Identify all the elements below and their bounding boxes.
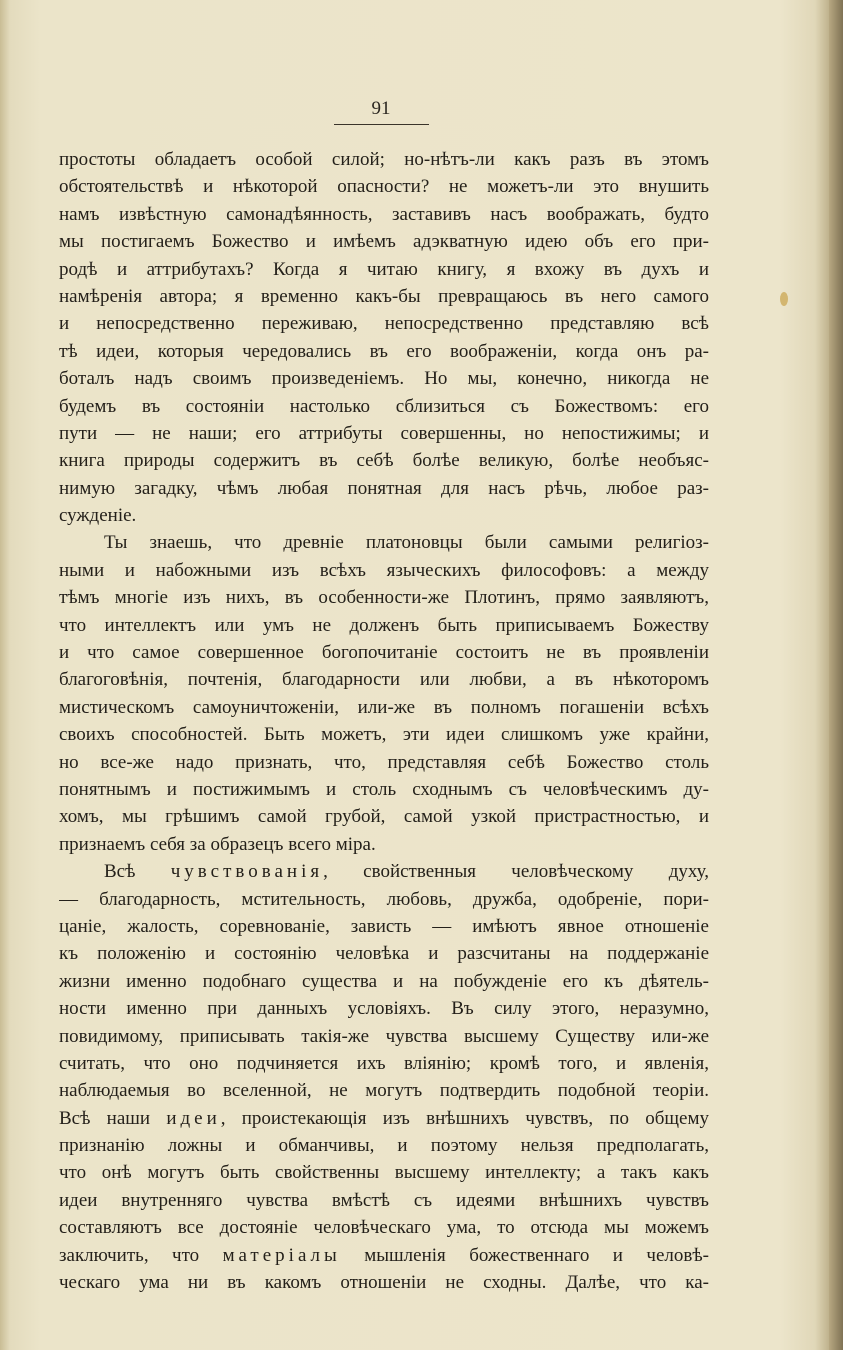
paragraph-end-line: сужденіе. xyxy=(59,505,137,527)
text-run: заключить, что xyxy=(59,1244,223,1266)
text-line xyxy=(59,1105,709,1132)
text-line: признанію ложны и обманчивы, и поэтому нельзя предполагать, xyxy=(59,1135,709,1157)
text-line: мы постигаемъ Божество и имѣемъ адэкватную идею объ его при- xyxy=(59,231,709,253)
paragraph-end-line: признаемъ себя за образецъ всего міра. xyxy=(59,833,376,855)
ink-smudge xyxy=(780,292,788,306)
text-line: что интеллектъ или умъ не долженъ быть приписываемъ Божеству xyxy=(59,614,709,636)
text-line: что онѣ могутъ быть свойственны высшему интеллекту; а такъ какъ xyxy=(59,1162,709,1184)
text-line: считать, что оно подчиняется ихъ вліянію; кромѣ того, и явленія, xyxy=(59,1052,709,1074)
text-line: нимую загадку, чѣмъ любая понятная для насъ рѣчь, любое раз- xyxy=(59,477,709,499)
text-line: книга природы содержитъ въ себѣ болѣе великую, болѣе необъяс- xyxy=(59,450,709,472)
text-line: хомъ, мы грѣшимъ самой грубой, самой узкой пристрастностью, и xyxy=(59,806,709,828)
body-text xyxy=(59,146,709,1296)
text-line: — благодарность, мстительность, любовь, дружба, одобреніе, пори- xyxy=(59,888,709,910)
text-line: тѣ идеи, которыя чередовались въ его воображеніи, когда онъ ра- xyxy=(59,340,709,362)
text-line: ности именно при данныхъ условіяхъ. Въ силу этого, неразумно, xyxy=(59,998,709,1020)
text-line: составляютъ все достояніе человѣческаго ума, то отсюда мы можемъ xyxy=(59,1217,709,1239)
text-line: ческаго ума ни въ какомъ отношеніи не сходны. Далѣе, что ка- xyxy=(59,1272,709,1294)
text-line: цаніе, жалость, соревнованіе, зависть — имѣютъ явное отношеніе xyxy=(59,915,709,937)
text-run: Всѣ xyxy=(104,861,171,883)
book-spine-shadow xyxy=(829,0,843,1350)
paragraph-start-line xyxy=(59,858,709,885)
emphasized-word: матеріалы xyxy=(222,1244,341,1266)
text-line: идеи внутренняго чувства вмѣстѣ съ идеями внѣшнихъ чувствъ xyxy=(59,1189,709,1211)
text-run: , свойственныя человѣческому духу, xyxy=(323,861,709,883)
page-number-rule xyxy=(334,124,429,125)
text-line: и что самое совершенное богопочитаніе состоитъ не въ проявленіи xyxy=(59,642,709,664)
text-line: повидимому, приписывать такія-же чувства высшему Существу или-же xyxy=(59,1025,709,1047)
text-line: своихъ способностей. Быть можетъ, эти идеи слишкомъ уже крайни, xyxy=(59,724,709,746)
text-run: Всѣ наши xyxy=(59,1107,167,1129)
text-line: будемъ въ состояніи настолько сблизиться съ Божествомъ: его xyxy=(59,395,709,417)
text-run: мышленія божественнаго и человѣ- xyxy=(340,1244,709,1266)
text-line: родѣ и аттрибутахъ? Когда я читаю книгу, я вхожу въ духъ и xyxy=(59,258,709,280)
text-line xyxy=(59,1242,709,1269)
text-line: наблюдаемыя во вселенной, не могутъ подтвердить подобной теоріи. xyxy=(59,1080,709,1102)
text-line: боталъ надъ своимъ произведеніемъ. Но мы, конечно, никогда не xyxy=(59,368,709,390)
text-line: и непосредственно переживаю, непосредственно представляю всѣ xyxy=(59,313,709,335)
text-line: ными и набожными изъ всѣхъ языческихъ философовъ: а между xyxy=(59,559,709,581)
emphasized-word: чувствованія xyxy=(170,861,324,883)
text-line: къ положенію и состоянію человѣка и разсчитаны на поддержаніе xyxy=(59,943,709,965)
text-line: обстоятельствѣ и нѣкоторой опасности? не можетъ-ли это внушить xyxy=(59,176,709,198)
text-line: простоты обладаетъ особой силой; но-нѣтъ-ли какъ разъ въ этомъ xyxy=(59,149,709,170)
text-line: понятнымъ и постижимымъ и столь сходнымъ съ человѣческимъ ду- xyxy=(59,778,709,800)
text-line: намѣренія автора; я временно какъ-бы превращаюсь въ него самого xyxy=(59,285,709,307)
text-line: жизни именно подобнаго существа и на побужденіе его къ дѣятель- xyxy=(59,970,709,992)
page-number: 91 xyxy=(371,98,391,119)
emphasized-word: идеи xyxy=(166,1107,221,1129)
text-run: , проистекающія изъ внѣшнихъ чувствъ, по общему xyxy=(220,1107,709,1129)
paragraph-start-line: Ты знаешь, что древніе платоновцы были самыми религіоз- xyxy=(104,532,709,554)
text-line: пути — не наши; его аттрибуты совершенны, но непостижимы; и xyxy=(59,422,709,444)
text-line: мистическомъ самоуничтоженіи, или-же въ полномъ погашеніи всѣхъ xyxy=(59,696,709,718)
text-line: намъ извѣстную самонадѣянность, заставивъ насъ воображать, будто xyxy=(59,203,709,225)
text-line: но все-же надо признать, что, представляя себѣ Божество столь xyxy=(59,751,709,773)
text-line: благоговѣнія, почтенія, благодарности или любви, а въ нѣкоторомъ xyxy=(59,669,709,691)
text-line: тѣмъ многіе изъ нихъ, въ особенности-же Плотинъ, прямо заявляютъ, xyxy=(59,587,709,609)
